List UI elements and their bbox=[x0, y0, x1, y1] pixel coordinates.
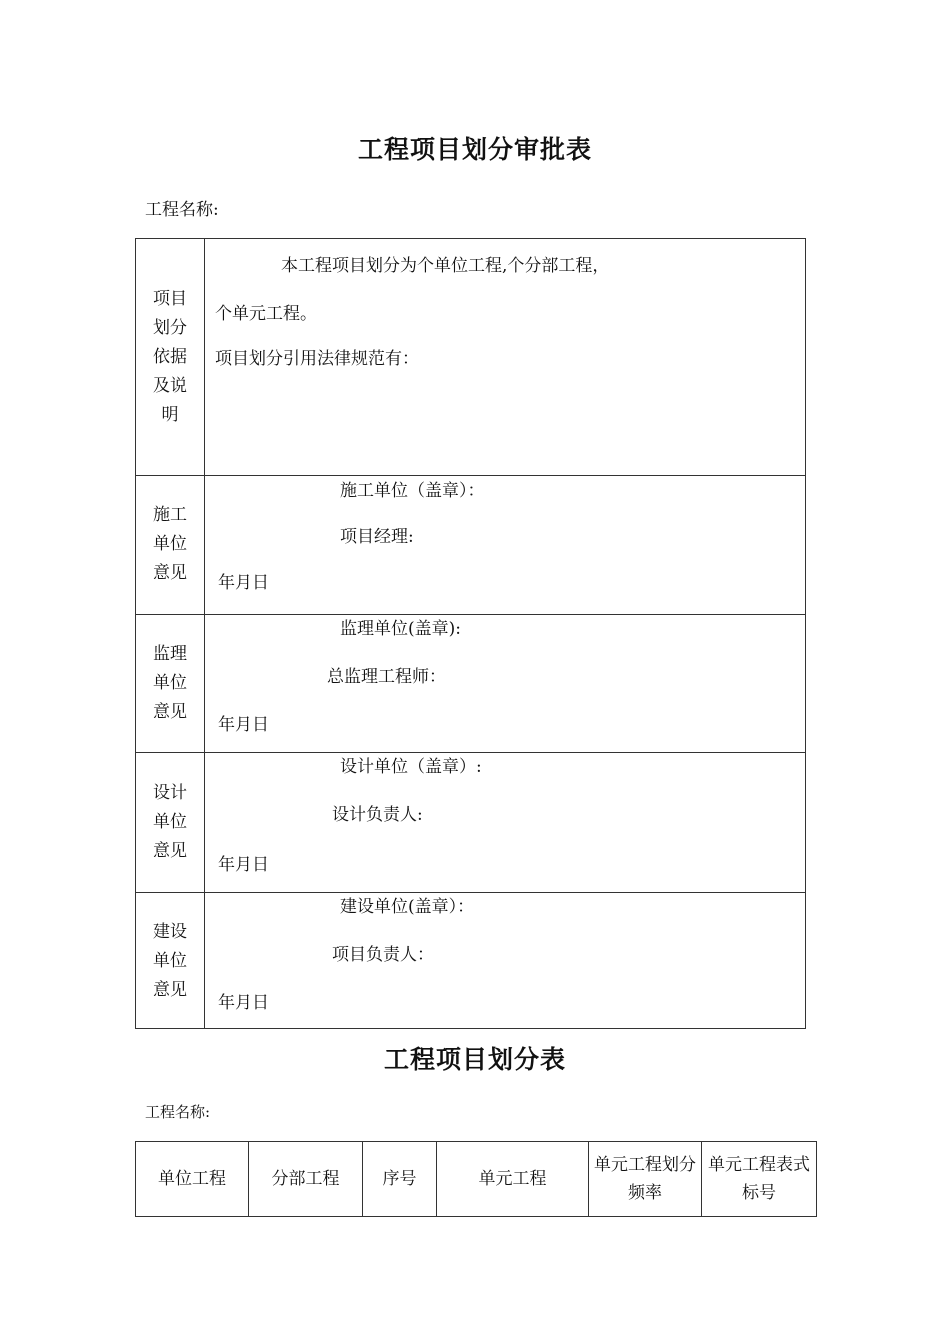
header-sub-project: 分部工程 bbox=[249, 1142, 363, 1217]
supervision-date: 年月日 bbox=[218, 715, 269, 735]
basis-label: 项目划分依据及说明 bbox=[153, 288, 187, 425]
design-lead: 设计负责人: bbox=[332, 805, 423, 825]
supervision-label: 监理单位意见 bbox=[153, 643, 187, 722]
project-name-label: 工程名称: bbox=[145, 200, 219, 220]
column-divider bbox=[204, 239, 205, 1028]
division-table-title: 工程项目划分表 bbox=[383, 1045, 566, 1074]
basis-line-1: 本工程项目划分为个单位工程,个分部工程， bbox=[281, 256, 610, 276]
construction-label-cell bbox=[136, 475, 204, 614]
header-serial-number: 序号 bbox=[363, 1142, 437, 1217]
division-table bbox=[135, 1141, 817, 1217]
approval-form-table bbox=[135, 238, 806, 1029]
division-project-name-label: 工程名称: bbox=[145, 1103, 211, 1121]
supervision-label-cell bbox=[136, 614, 204, 752]
row-divider bbox=[136, 614, 805, 615]
owner-lead: 项目负责人： bbox=[332, 945, 434, 965]
header-form-number: 单元工程表式标号 bbox=[702, 1142, 817, 1217]
construction-label: 施工单位意见 bbox=[153, 505, 187, 583]
design-label: 设计单位意见 bbox=[153, 782, 187, 861]
division-header-row bbox=[136, 1142, 817, 1217]
owner-seal: 建设单位(盖章）： bbox=[340, 897, 475, 917]
basis-label-cell bbox=[136, 239, 204, 475]
construction-seal: 施工单位（盖章）： bbox=[340, 481, 485, 501]
supervision-engineer: 总监理工程师： bbox=[327, 667, 446, 687]
header-division-frequency: 单元工程划分频率 bbox=[589, 1142, 702, 1217]
basis-line-3: 项目划分引用法律规范有： bbox=[215, 349, 419, 369]
design-seal: 设计单位（盖章）: bbox=[340, 757, 482, 777]
design-label-cell bbox=[136, 752, 204, 892]
approval-form-title: 工程项目划分审批表 bbox=[357, 135, 592, 164]
construction-date: 年月日 bbox=[218, 573, 269, 593]
owner-label: 建设单位意见 bbox=[153, 921, 187, 1000]
supervision-seal: 监理单位(盖章): bbox=[340, 619, 461, 639]
owner-date: 年月日 bbox=[218, 993, 269, 1013]
owner-label-cell bbox=[136, 892, 204, 1030]
basis-line-2: 个单元工程。 bbox=[215, 304, 317, 324]
header-unit-project: 单位工程 bbox=[136, 1142, 249, 1217]
design-date: 年月日 bbox=[218, 855, 269, 875]
construction-manager: 项目经理: bbox=[340, 527, 414, 547]
header-element-project: 单元工程 bbox=[437, 1142, 589, 1217]
